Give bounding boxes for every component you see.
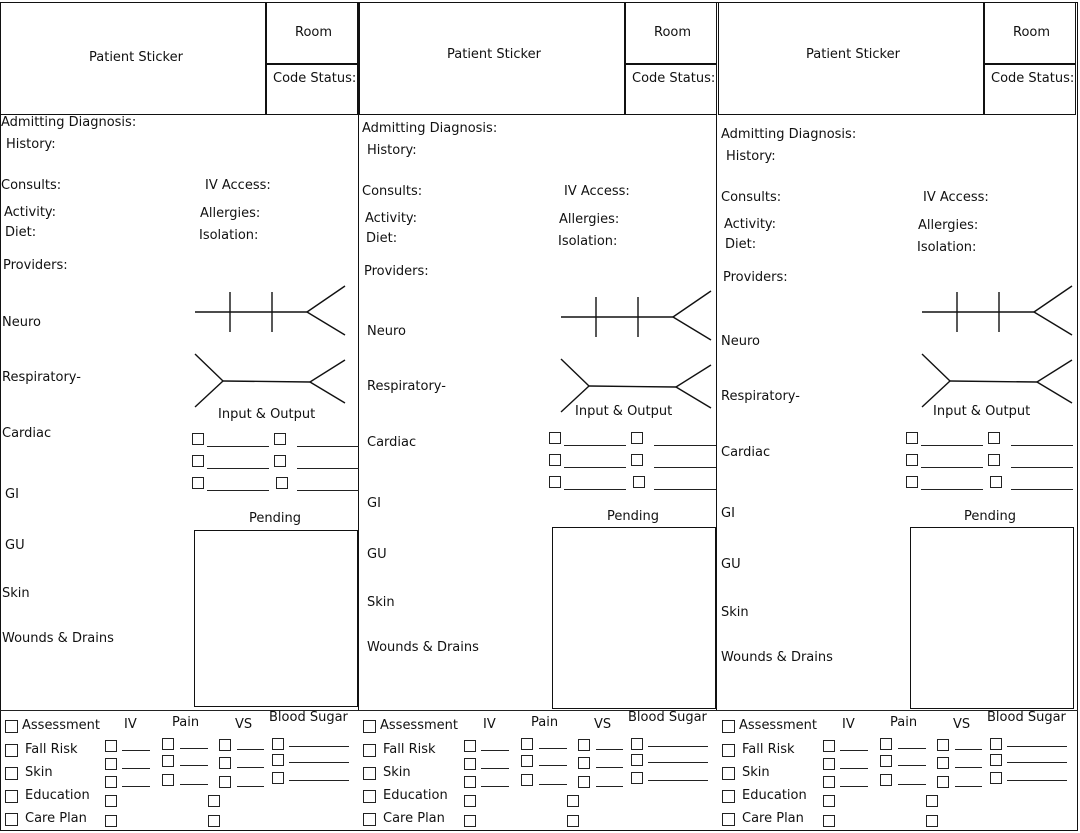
footer-checklist-label: Education — [742, 788, 807, 803]
history-label: History: — [367, 143, 417, 158]
room-label: Room — [1013, 25, 1051, 40]
pain-line[interactable] — [180, 784, 208, 785]
iv-checkbox[interactable] — [464, 776, 476, 788]
io-output-line[interactable] — [297, 468, 359, 469]
footer-blood-sugar-label: Blood Sugar — [269, 710, 348, 725]
iv-line[interactable] — [840, 750, 868, 751]
io-output-line[interactable] — [297, 490, 359, 491]
system-respiratory-label: Respiratory- — [2, 370, 81, 385]
isolation-label: Isolation: — [558, 234, 618, 249]
io-input-line[interactable] — [921, 445, 983, 446]
vs-line[interactable] — [596, 767, 623, 768]
io-input-line[interactable] — [564, 445, 626, 446]
io-input-checkbox[interactable] — [906, 432, 918, 444]
history-label: History: — [726, 149, 776, 164]
system-cardiac-label: Cardiac — [721, 445, 771, 460]
allergies-label: Allergies: — [918, 218, 979, 233]
io-output-line[interactable] — [1011, 445, 1073, 446]
footer-blood-sugar-label: Blood Sugar — [628, 710, 707, 725]
pending-box[interactable] — [552, 527, 716, 709]
pain-checkbox[interactable] — [162, 774, 174, 786]
io-output-checkbox[interactable] — [633, 476, 645, 488]
footer-checkbox[interactable] — [363, 790, 376, 803]
pain-line[interactable] — [898, 784, 926, 785]
iv-line[interactable] — [481, 768, 509, 769]
blood-sugar-checkbox[interactable] — [990, 738, 1002, 750]
footer-checklist-label: Care Plan — [25, 811, 87, 826]
activity-label: Activity: — [4, 205, 57, 220]
system-respiratory-label: Respiratory- — [367, 379, 446, 394]
pain-checkbox[interactable] — [162, 755, 174, 767]
footer-checkbox[interactable] — [722, 767, 735, 780]
allergies-label: Allergies: — [200, 206, 261, 221]
iv-checkbox[interactable] — [823, 815, 835, 827]
iv-access-label: IV Access: — [923, 190, 989, 205]
pain-line[interactable] — [539, 784, 567, 785]
pain-checkbox[interactable] — [880, 755, 892, 767]
blood-sugar-checkbox[interactable] — [631, 772, 643, 784]
vs-checkbox[interactable] — [578, 776, 590, 788]
system-skin-label: Skin — [367, 595, 395, 610]
system-gi-label: GI — [721, 506, 735, 521]
system-neuro-label: Neuro — [2, 315, 41, 330]
code-status-label: Code Status: — [273, 71, 357, 86]
vs-checkbox[interactable] — [208, 815, 220, 827]
room-label: Room — [295, 25, 333, 40]
patient-sticker-label: Patient Sticker — [89, 50, 183, 65]
footer-checkbox[interactable] — [722, 813, 735, 826]
io-output-checkbox[interactable] — [276, 477, 288, 489]
diet-label: Diet: — [366, 231, 398, 246]
footer-checkbox[interactable] — [5, 767, 18, 780]
io-input-checkbox[interactable] — [192, 477, 204, 489]
io-input-line[interactable] — [921, 467, 983, 468]
blood-sugar-line[interactable] — [289, 762, 349, 763]
blood-sugar-line[interactable] — [648, 780, 708, 781]
isolation-label: Isolation: — [917, 240, 977, 255]
io-output-line[interactable] — [1011, 467, 1073, 468]
io-input-checkbox[interactable] — [906, 476, 918, 488]
iv-checkbox[interactable] — [823, 740, 835, 752]
footer-checkbox[interactable] — [5, 790, 18, 803]
blood-sugar-line[interactable] — [1007, 746, 1067, 747]
pending-box[interactable] — [194, 530, 358, 707]
vs-checkbox[interactable] — [578, 739, 590, 751]
blood-sugar-line[interactable] — [648, 762, 708, 763]
vs-checkbox[interactable] — [567, 815, 579, 827]
lab-fishbone-diagrams — [561, 290, 716, 415]
iv-line[interactable] — [122, 786, 150, 787]
pain-line[interactable] — [180, 748, 208, 749]
blood-sugar-checkbox[interactable] — [990, 754, 1002, 766]
room-label: Room — [654, 25, 692, 40]
system-skin-label: Skin — [721, 605, 749, 620]
pain-line[interactable] — [180, 765, 208, 766]
vs-checkbox[interactable] — [219, 739, 231, 751]
vs-line[interactable] — [237, 786, 264, 787]
providers-label: Providers: — [723, 270, 788, 285]
consults-label: Consults: — [721, 190, 782, 205]
vs-checkbox[interactable] — [926, 795, 938, 807]
system-wounds-label: Wounds & Drains — [367, 640, 479, 655]
io-input-checkbox[interactable] — [549, 432, 561, 444]
code-status-label: Code Status: — [632, 71, 716, 86]
blood-sugar-checkbox[interactable] — [990, 772, 1002, 784]
system-respiratory-label: Respiratory- — [721, 389, 800, 404]
lab-fishbone-diagrams — [922, 285, 1077, 410]
io-output-checkbox[interactable] — [274, 433, 286, 445]
io-output-checkbox[interactable] — [990, 476, 1002, 488]
iv-checkbox[interactable] — [823, 795, 835, 807]
pain-line[interactable] — [898, 765, 926, 766]
system-gu-label: GU — [721, 557, 741, 572]
pain-line[interactable] — [539, 765, 567, 766]
io-input-line[interactable] — [207, 446, 269, 447]
input-output-title: Input & Output — [933, 404, 1031, 419]
blood-sugar-checkbox[interactable] — [272, 754, 284, 766]
iv-checkbox[interactable] — [105, 740, 117, 752]
iv-line[interactable] — [840, 768, 868, 769]
system-cardiac-label: Cardiac — [367, 435, 417, 450]
footer-checkbox[interactable] — [722, 790, 735, 803]
footer-iv-label: IV — [842, 717, 855, 732]
io-output-checkbox[interactable] — [988, 432, 1000, 444]
system-cardiac-label: Cardiac — [2, 426, 52, 441]
iv-checkbox[interactable] — [823, 776, 835, 788]
iv-line[interactable] — [122, 750, 150, 751]
footer-checklist-label: Assessment — [380, 718, 458, 733]
footer-checklist-label: Assessment — [22, 718, 100, 733]
code-status-label: Code Status: — [991, 71, 1075, 86]
io-input-checkbox[interactable] — [192, 455, 204, 467]
blood-sugar-line[interactable] — [1007, 762, 1067, 763]
footer-checklist-label: Care Plan — [742, 811, 804, 826]
iv-checkbox[interactable] — [464, 758, 476, 770]
iv-line[interactable] — [122, 768, 150, 769]
vs-checkbox[interactable] — [578, 757, 590, 769]
io-input-checkbox[interactable] — [906, 454, 918, 466]
iv-access-label: IV Access: — [564, 184, 630, 199]
footer-checklist-label: Education — [25, 788, 90, 803]
activity-label: Activity: — [365, 211, 418, 226]
footer-pain-label: Pain — [890, 715, 918, 730]
diet-label: Diet: — [725, 237, 757, 252]
pain-checkbox[interactable] — [162, 738, 174, 750]
pending-title: Pending — [249, 511, 301, 526]
blood-sugar-checkbox[interactable] — [272, 772, 284, 784]
system-wounds-label: Wounds & Drains — [721, 650, 833, 665]
blood-sugar-line[interactable] — [648, 746, 708, 747]
vs-line[interactable] — [237, 767, 264, 768]
io-output-checkbox[interactable] — [988, 454, 1000, 466]
iv-checkbox[interactable] — [464, 740, 476, 752]
blood-sugar-checkbox[interactable] — [272, 738, 284, 750]
patient-sticker-label: Patient Sticker — [447, 47, 541, 62]
pending-title: Pending — [964, 509, 1016, 524]
footer-iv-label: IV — [124, 717, 137, 732]
activity-label: Activity: — [724, 217, 777, 232]
vs-line[interactable] — [237, 749, 264, 750]
footer-checklist-label: Assessment — [739, 718, 817, 733]
io-output-line[interactable] — [1011, 489, 1073, 490]
iv-checkbox[interactable] — [105, 795, 117, 807]
system-neuro-label: Neuro — [721, 334, 760, 349]
io-input-line[interactable] — [207, 490, 269, 491]
blood-sugar-checkbox[interactable] — [631, 754, 643, 766]
iv-checkbox[interactable] — [105, 776, 117, 788]
blood-sugar-line[interactable] — [289, 746, 349, 747]
providers-label: Providers: — [364, 264, 429, 279]
vs-line[interactable] — [596, 749, 623, 750]
system-gu-label: GU — [5, 538, 25, 553]
vs-checkbox[interactable] — [937, 776, 949, 788]
footer-vs-label: VS — [594, 717, 612, 732]
footer-checkbox[interactable] — [722, 720, 735, 733]
io-input-checkbox[interactable] — [549, 454, 561, 466]
io-output-line[interactable] — [654, 489, 716, 490]
input-output-title: Input & Output — [218, 407, 316, 422]
iv-checkbox[interactable] — [105, 815, 117, 827]
vs-line[interactable] — [955, 749, 982, 750]
footer-checkbox[interactable] — [363, 720, 376, 733]
iv-line[interactable] — [840, 786, 868, 787]
iv-line[interactable] — [481, 786, 509, 787]
footer-blood-sugar-label: Blood Sugar — [987, 710, 1066, 725]
vs-checkbox[interactable] — [567, 795, 579, 807]
io-output-checkbox[interactable] — [274, 455, 286, 467]
footer-checkbox[interactable] — [363, 813, 376, 826]
system-neuro-label: Neuro — [367, 324, 406, 339]
footer-vs-label: VS — [235, 717, 253, 732]
io-output-line[interactable] — [297, 446, 359, 447]
blood-sugar-checkbox[interactable] — [631, 738, 643, 750]
history-label: History: — [6, 137, 56, 152]
vs-checkbox[interactable] — [926, 815, 938, 827]
system-gi-label: GI — [367, 496, 381, 511]
vs-line[interactable] — [596, 786, 623, 787]
lab-fishbone-diagrams — [195, 285, 350, 410]
pending-title: Pending — [607, 509, 659, 524]
pain-checkbox[interactable] — [521, 774, 533, 786]
footer-checkbox[interactable] — [5, 744, 18, 757]
vs-checkbox[interactable] — [219, 776, 231, 788]
patient-sticker-label: Patient Sticker — [806, 47, 900, 62]
diet-label: Diet: — [5, 225, 37, 240]
io-input-line[interactable] — [564, 467, 626, 468]
vs-checkbox[interactable] — [208, 795, 220, 807]
footer-checklist-label: Fall Risk — [742, 742, 795, 757]
footer-checkbox[interactable] — [5, 813, 18, 826]
footer-checkbox[interactable] — [722, 744, 735, 757]
pending-box[interactable] — [910, 527, 1074, 709]
io-input-line[interactable] — [564, 489, 626, 490]
io-output-checkbox[interactable] — [631, 454, 643, 466]
footer-checkbox[interactable] — [5, 720, 18, 733]
footer-checklist-label: Skin — [383, 765, 411, 780]
footer-checklist-label: Skin — [25, 765, 53, 780]
footer-checklist-label: Education — [383, 788, 448, 803]
pain-line[interactable] — [898, 748, 926, 749]
footer-vs-label: VS — [953, 717, 971, 732]
io-output-checkbox[interactable] — [631, 432, 643, 444]
pain-checkbox[interactable] — [880, 774, 892, 786]
footer-pain-label: Pain — [172, 715, 200, 730]
system-gu-label: GU — [367, 547, 387, 562]
allergies-label: Allergies: — [559, 212, 620, 227]
pain-checkbox[interactable] — [521, 738, 533, 750]
iv-line[interactable] — [481, 750, 509, 751]
system-gi-label: GI — [5, 487, 19, 502]
admitting-diagnosis-label: Admitting Diagnosis: — [362, 121, 498, 136]
iv-checkbox[interactable] — [464, 795, 476, 807]
vs-checkbox[interactable] — [937, 739, 949, 751]
providers-label: Providers: — [3, 258, 68, 273]
blood-sugar-line[interactable] — [289, 780, 349, 781]
pain-checkbox[interactable] — [880, 738, 892, 750]
footer-checklist-label: Fall Risk — [383, 742, 436, 757]
footer-checklist-label: Skin — [742, 765, 770, 780]
pain-checkbox[interactable] — [521, 755, 533, 767]
consults-label: Consults: — [1, 178, 62, 193]
footer-checkbox[interactable] — [363, 744, 376, 757]
iv-checkbox[interactable] — [105, 758, 117, 770]
footer-checkbox[interactable] — [363, 767, 376, 780]
footer-divider — [0, 710, 1078, 711]
admitting-diagnosis-label: Admitting Diagnosis: — [721, 127, 857, 142]
iv-checkbox[interactable] — [464, 815, 476, 827]
io-output-line[interactable] — [654, 445, 716, 446]
footer-iv-label: IV — [483, 717, 496, 732]
input-output-title: Input & Output — [575, 404, 673, 419]
footer-pain-label: Pain — [531, 715, 559, 730]
admitting-diagnosis-label: Admitting Diagnosis: — [1, 115, 137, 130]
isolation-label: Isolation: — [199, 228, 259, 243]
vs-line[interactable] — [955, 767, 982, 768]
vs-checkbox[interactable] — [219, 757, 231, 769]
footer-checklist-label: Fall Risk — [25, 742, 78, 757]
consults-label: Consults: — [362, 184, 423, 199]
io-input-checkbox[interactable] — [192, 433, 204, 445]
pain-line[interactable] — [539, 748, 567, 749]
io-input-line[interactable] — [207, 468, 269, 469]
system-skin-label: Skin — [2, 586, 30, 601]
iv-access-label: IV Access: — [205, 178, 271, 193]
io-input-line[interactable] — [921, 489, 983, 490]
vs-checkbox[interactable] — [937, 757, 949, 769]
footer-checklist-label: Care Plan — [383, 811, 445, 826]
system-wounds-label: Wounds & Drains — [2, 631, 114, 646]
vs-line[interactable] — [955, 786, 982, 787]
io-input-checkbox[interactable] — [549, 476, 561, 488]
blood-sugar-line[interactable] — [1007, 780, 1067, 781]
io-output-line[interactable] — [654, 467, 716, 468]
iv-checkbox[interactable] — [823, 758, 835, 770]
